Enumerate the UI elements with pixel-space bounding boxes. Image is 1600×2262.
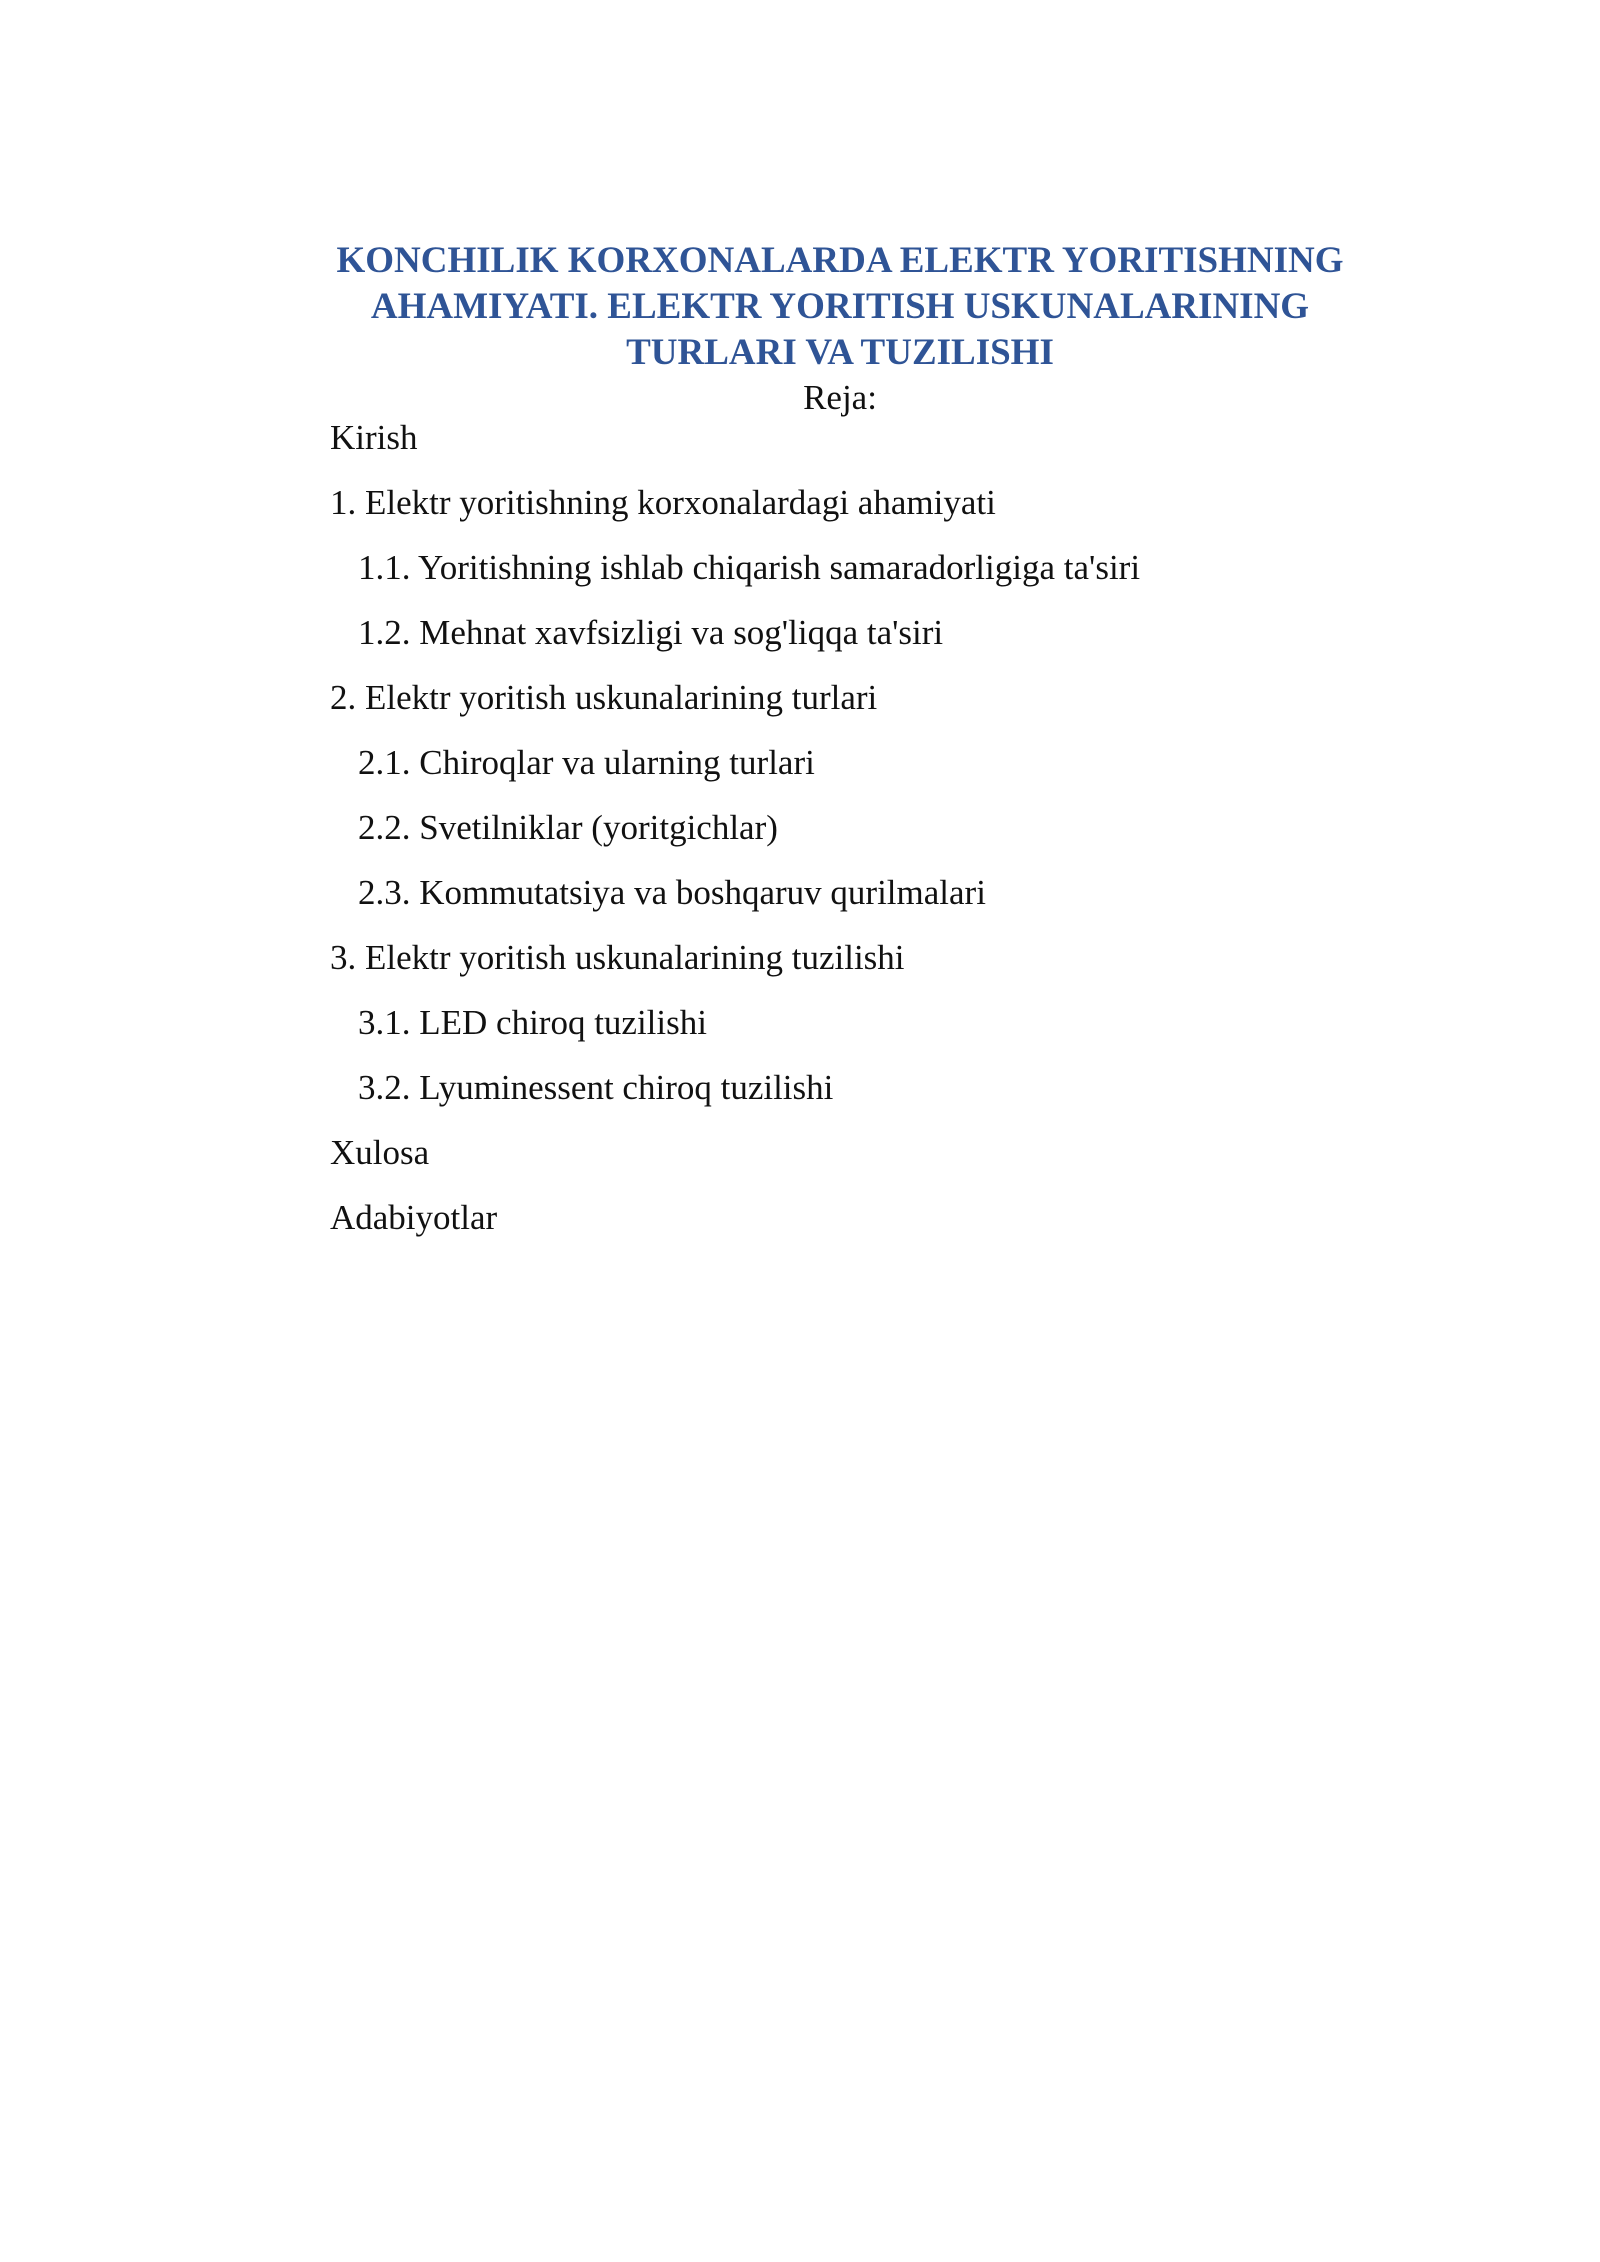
document-title-line-1: KONCHILIK KORXONALARDA ELEKTR YORITISHNING (336, 240, 1344, 281)
toc-item-xulosa: Xulosa (330, 1133, 430, 1172)
toc-item-kirish: Kirish (330, 418, 418, 457)
toc-item-adabiyotlar: Adabiyotlar (330, 1198, 498, 1237)
toc-item-section-3: 3. Elektr yoritish uskunalarining tuzilishi (330, 938, 905, 977)
toc-item-section-1: 1. Elektr yoritishning korxonalardagi ahamiyati (330, 483, 996, 522)
toc-item-section-2-3: 2.3. Kommutatsiya va boshqaruv qurilmalari (358, 873, 986, 912)
toc-item-section-3-2: 3.2. Lyuminessent chiroq tuzilishi (358, 1068, 834, 1107)
plan-heading: Reja: (803, 378, 877, 417)
toc-item-section-2-2: 2.2. Svetilniklar (yoritgichlar) (358, 808, 778, 847)
toc-item-section-2-1: 2.1. Chiroqlar va ularning turlari (358, 743, 815, 782)
toc-item-section-2: 2. Elektr yoritish uskunalarining turlari (330, 678, 878, 717)
title-block (230, 238, 1450, 420)
document-title-line-3: TURLARI VA TUZILISHI (626, 332, 1054, 373)
table-of-contents (330, 418, 1480, 1263)
document-title-line-2: AHAMIYATI. ELEKTR YORITISH USKUNALARINING (370, 286, 1310, 327)
toc-item-section-1-1: 1.1. Yoritishning ishlab chiqarish samaradorligiga ta'siri (358, 548, 1141, 587)
toc-item-section-3-1: 3.1. LED chiroq tuzilishi (358, 1003, 707, 1042)
toc-item-section-1-2: 1.2. Mehnat xavfsizligi va sog'liqqa ta'siri (358, 613, 944, 652)
